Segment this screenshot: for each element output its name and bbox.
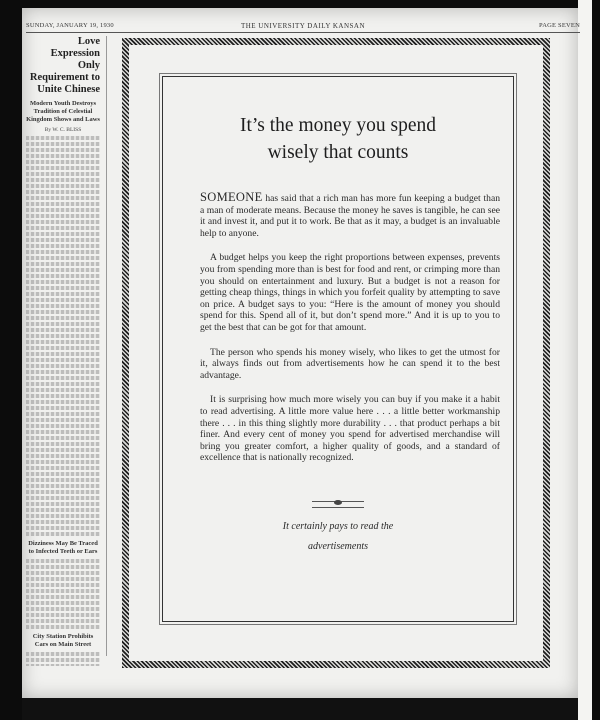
ad-paragraph-4: It is surprising how much more wisely you can buy if you make it a habit to read advertising. A little more value here . . . a little better workmanship there . . . in this thing slightly more durability . . . that product perhaps a bit finer. And every cent of money you spend for advertised merchandise will bring you greater comfort, a higher quality of goods, and a standard of excellence that is nationally recognized. [200,394,500,464]
scan-bottom-border [22,698,578,720]
advertisement-body [200,192,500,477]
ornament-divider [312,501,364,508]
news-byline: By W. C. BLISS [44,127,82,133]
masthead-date: SUNDAY, JANUARY 19, 1930 [26,22,114,29]
news-subheadline: Dizziness May Be Traced to Infected Teeth or Ears [28,540,98,555]
drop-cap-word: SOMEONE [200,190,263,204]
ad-paragraph-1: SOMEONE has said that a rich man has more fun keeping a budget than a man of moderate means. Because the money he saves is tangible, he can see it and invest it, and put it to work. Be that as it may, a budget is an invaluable help to anyone. [200,190,500,239]
news-body-text-3 [26,652,100,666]
news-deck: Modern Youth Destroys Tradition of Celestial Kingdom Shows and Laws [26,100,100,123]
masthead-paper-name: THE UNIVERSITY DAILY KANSAN [240,22,366,30]
column-rule [106,36,107,656]
title-line-2: wisely that counts [267,142,409,163]
title-line-1: It’s the money you spend [239,115,437,136]
news-body-text [26,136,100,536]
ad-paragraph-2: A budget helps you keep the right proportions between expenses, prevents you from spending more than is best for food and rent, or crimping more than you should on entertainment and luxury. But a budget is not a reason for getting cheap things, things in which you forfeit quality by attempting to save on price. A budget says to you: “Here is the amount of money you should spend for this. Spend all of it, but don’t spend more.” And it is up to you to get the best that can be got for that amount. [200,252,500,333]
left-news-column [26,36,100,666]
news-headline: Love Expression Only Requirement to Unite Chinese [29,36,100,95]
masthead [26,22,580,33]
news-subheadline-2: City Station Prohibits Cars on Main Street [32,633,94,648]
advertisement-tagline: It certainly pays to read the advertisements [282,521,394,552]
adjacent-page-edge [578,0,592,720]
advertisement-title [162,112,514,166]
masthead-page-number: PAGE SEVEN [539,22,580,29]
ad-paragraph-3: The person who spends his money wisely, who likes to get the utmost for it, always finds out from advertisements how he can spend it to the best advantage. [200,346,500,381]
news-body-text-2 [26,559,100,629]
